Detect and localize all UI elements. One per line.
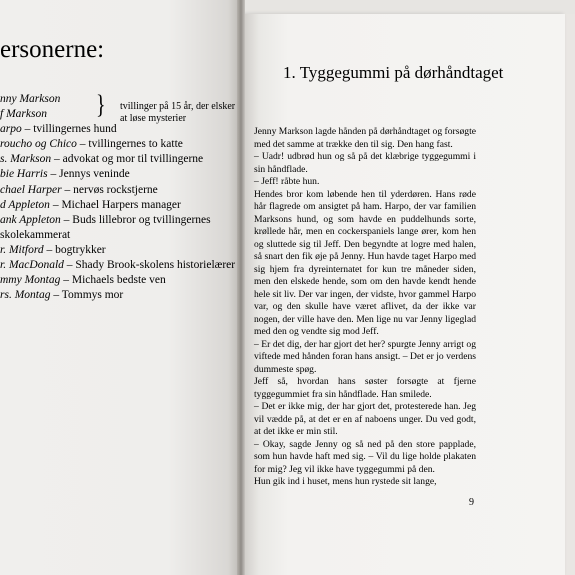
character-row [0,273,235,288]
character-desc: – nervøs rockstjerne [61,183,158,196]
character-name: roucho og Chico [0,138,77,151]
paragraph: Hun gik ind i huset, mens hun rystede sit lange, [254,476,437,487]
character-name: s. Markson [0,153,52,166]
paragraph: – Er det dig, der har gjort det her? spurgte Jenny arrigt og viftede med hånden foran hans ansigt. – Det er jo verdens dummeste spøg. [254,338,476,375]
character-row [0,107,235,122]
character-row [0,258,235,273]
book-spine [237,0,245,575]
character-row [0,213,235,228]
character-desc: skolekammerat [0,228,71,241]
character-desc: – Michaels bedste ven [60,274,166,287]
brace-symbol: } [96,90,106,120]
paragraph: – Uadr! udbrød hun og så på det klæbrige tyggegummi i sin håndflade. [254,151,476,175]
twins-description-line: at løse mysterier [120,113,187,124]
paragraph: – Det er ikke mig, der har gjort det, protesterede han. Jeg vil vædde på, at det er en af naboens unger. Du ved godt, at det ikke er min stil. [254,401,476,437]
character-name: f Markson [0,108,47,121]
character-desc: – Michael Harpers manager [49,198,181,211]
character-name: bie Harris [0,168,48,181]
character-row [0,288,235,303]
paragraph: Hendes bror kom løbende hen til yderdøren. Hans røde hår flagrede om ansigtet på ham. Harpo, der var familien Marksons hund, og som havde en puddelhunds sorte, krøllede hår, men en cockerspaniels lange ører, kom hen og sluttede sig til Jeff. Den begyndte at logre med halen, så snart den fik øje på Jenny. Hun havde taget Harpo med sig hjem fra dyreinternatet for kun tre måneder siden, men den elskede hende, som om den havde kendt hende hele sit liv. Der var ingen, der vidste, hvor gammel Harpo var, og den skulle have været aflivet, da der ikke var nogen, der ville have den. Men lige nu var Jenny ligeglad med den og vendte sig mod Jeff. [254,188,476,337]
character-desc: – Tommys mor [50,289,124,302]
character-row [0,152,235,167]
characters-heading: ersonerne: [0,36,105,63]
background [240,0,575,14]
character-row [0,228,235,243]
chapter-title: 1. Tyggegummi på dørhåndtaget [283,63,504,82]
character-name: arpo [0,123,22,136]
character-desc: – tvillingernes to katte [76,138,183,151]
character-name: rs. Montag [0,289,51,302]
character-name: ank Appleton [0,213,61,226]
character-desc: – Buds lillebror og tvillingernes [60,213,211,226]
paragraph: – Okay, sagde Jenny og så ned på den store papplade, som hun havde haft med sig. – Vil du lige holde plakaten for mig? Jeg vil ikke have tyggegummi på den. [254,438,476,475]
paragraph: – Jeff! råbte hun. [254,176,320,187]
character-desc: – tvillingernes hund [21,123,117,136]
character-name: d Appleton [0,198,50,211]
character-desc: – Shady Brook-skolens historielærer [63,259,236,272]
paragraph: Jenny Markson lagde hånden på dørhåndtaget og forsøgte med det samme at trække den til sig. Den hang fast. [254,126,476,150]
character-list [0,92,235,303]
character-name: r. Mitford [0,243,44,256]
character-row [0,122,235,137]
character-desc: – bogtrykker [43,243,106,256]
character-name: chael Harper [0,183,62,196]
character-name: r. MacDonald [0,259,64,272]
page-number: 9 [469,497,474,508]
character-row [0,167,235,182]
character-row [0,183,235,198]
character-desc: – advokat og mor til tvillingerne [51,153,204,166]
twins-description-line: tvillinger på 15 år, der elsker [120,101,236,112]
character-row [0,137,235,152]
paragraph: Jeff så, hvordan hans søster forsøgte at fjerne tyggegummiet fra sin håndflade. Han smilede. [254,376,476,400]
character-row [0,198,235,213]
chapter-body [254,126,476,489]
character-desc: – Jennys veninde [47,168,130,181]
character-row [0,92,235,107]
character-row [0,243,235,258]
character-name: nny Markson [0,93,61,105]
character-name: mmy Montag [0,274,61,287]
